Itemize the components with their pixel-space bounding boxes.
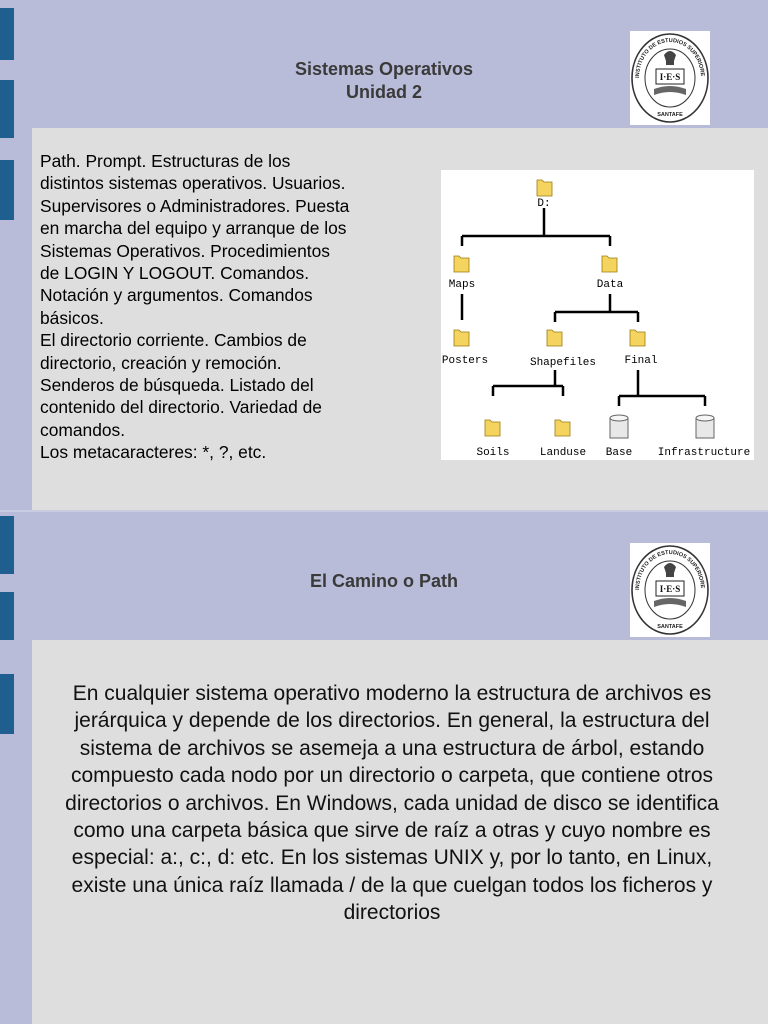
database-icon-infrastructure bbox=[696, 415, 714, 438]
logo-letters: I·E·S bbox=[659, 72, 681, 82]
tree-label-final: Final bbox=[624, 355, 658, 367]
left-accent-stripe bbox=[0, 516, 14, 574]
folder-icon-data bbox=[602, 256, 617, 272]
folder-icon-soils bbox=[485, 420, 500, 436]
logo-letters: I·E·S bbox=[659, 584, 681, 594]
ies-seal-icon bbox=[630, 31, 710, 125]
ies-logo bbox=[630, 31, 710, 125]
folder-icon-landuse bbox=[555, 420, 570, 436]
folder-icon-maps bbox=[454, 256, 469, 272]
folder-icon-root bbox=[537, 180, 552, 196]
directory-tree-diagram bbox=[441, 170, 754, 460]
tree-label-data: Data bbox=[596, 279, 624, 291]
folder-icon-shapefiles bbox=[547, 330, 562, 346]
tree-label-soils: Soils bbox=[476, 447, 510, 459]
slide-1-body-text: Path. Prompt. Estructuras de los distintos sistemas operativos. Usuarios. Supervisores o Administradores. Puesta en marcha del equipo y arranque de los Sistemas Operativos. Procedimientos de LOGIN Y LOGOUT. Comandos. Notación y argumentos. Comandos básicos. El directorio corriente. Cambios de directorio, creación y remoción. Senderos de búsqueda. Listado del contenido del directorio. Variedad de comandos. Los metacaracteres: *, ?, etc. bbox=[40, 151, 350, 463]
ies-seal-icon bbox=[630, 543, 710, 637]
logo-city: SANTAFE bbox=[657, 624, 683, 630]
folder-icon-posters bbox=[454, 330, 469, 346]
tree-label-posters: Posters bbox=[441, 355, 489, 367]
logo-city: SANTAFE bbox=[657, 112, 683, 118]
tree-connectors bbox=[462, 208, 705, 406]
tree-label-infrastructure: Infrastructure bbox=[657, 447, 751, 459]
title-line-1: Sistemas Operativos bbox=[294, 59, 474, 79]
slide-2-title: El Camino o Path bbox=[309, 571, 459, 591]
ies-logo bbox=[630, 543, 710, 637]
tree-label-maps: Maps bbox=[448, 279, 476, 291]
database-icon-base bbox=[610, 415, 628, 438]
tree-label-shapefiles: Shapefiles bbox=[529, 357, 597, 369]
left-accent-stripe bbox=[0, 592, 14, 640]
tree-label-root: D: bbox=[537, 198, 551, 210]
slide-2-body-text: En cualquier sistema operativo moderno la estructura de archivos es jerárquica y depende de los directorios. En general, la estructura del sistema de archivos se asemeja a una estructura de árbol, estando compuesto cada nodo por un directorio o carpeta, que contiene otros directorios o archivos. En Windows, cada unidad de disco se identifica como una carpeta básica que sirve de raíz a otras y cuyo nombre es especial: a:, c:, d: etc. En los sistemas UNIX y, por lo tanto, en Linux, existe una única raíz llamada / de la que cuelgan todos los ficheros y directorios bbox=[65, 682, 719, 925]
logo-ring-text: INSTITUTO DE ESTUDIOS SUPERIORE bbox=[634, 549, 705, 591]
left-accent-stripe bbox=[0, 674, 14, 734]
left-accent-stripe bbox=[0, 8, 14, 60]
tree-label-base: Base bbox=[605, 447, 633, 459]
title-line-2: Unidad 2 bbox=[345, 82, 422, 102]
logo-ring-text: INSTITUTO DE ESTUDIOS SUPERIORE bbox=[634, 37, 705, 79]
tree-label-landuse: Landuse bbox=[539, 447, 587, 459]
left-accent-stripe bbox=[0, 160, 14, 220]
folder-icon-final bbox=[630, 330, 645, 346]
